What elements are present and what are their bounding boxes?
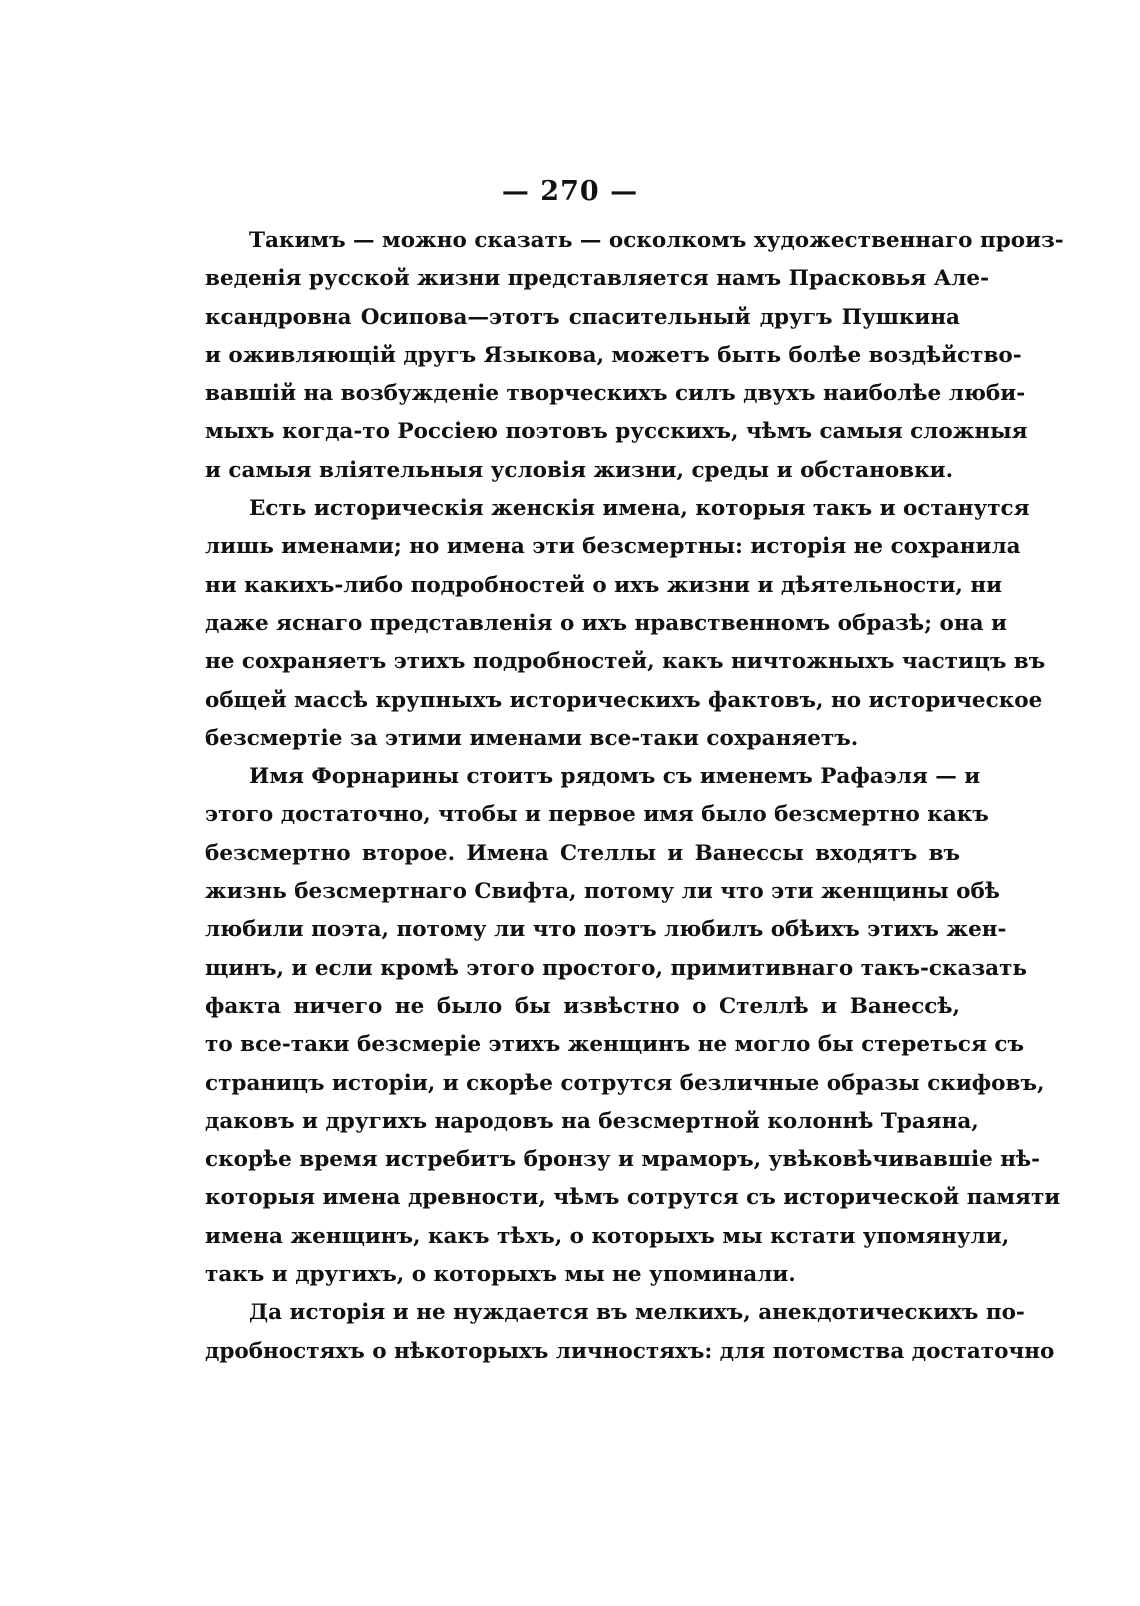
text-line: имена женщинъ, какъ тѣхъ, о которыхъ мы кстати упомянули, [205,1223,1010,1249]
text-line: щинъ, и если кромѣ этого простого, примитивнаго такъ-сказать [205,955,1028,981]
text-line: скорѣе время истребитъ бронзу и мраморъ, увѣковѣчивавшіе нѣ- [205,1147,1041,1173]
text-line: вавшій на возбужденіе творческихъ силъ двухъ наиболѣе люби- [205,381,1026,407]
text-line: даковъ и другихъ народовъ на безсмертной колоннѣ Траяна, [205,1108,979,1134]
body-text [205,222,1064,1371]
page-number: — 270 — [501,176,639,207]
text-line: ни какихъ-либо подробностей о ихъ жизни и дѣятельности, ни [205,572,1003,598]
text-line: Да исторія и не нуждается въ мелкихъ, анекдотическихъ по- [249,1300,1025,1326]
text-line: и самыя вліятельныя условія жизни, среды и обстановки. [205,457,954,483]
text-line: факта ничего не было бы извѣстно о Стеллѣ и Ванессѣ, [205,993,960,1019]
text-line: безсмертно второе. Имена Стеллы и Ванессы входятъ въ [205,840,960,866]
text-line: лишь именами; но имена эти безсмертны: исторія не сохранила [205,534,1021,560]
text-line: то все-таки безсмеріе этихъ женщинъ не могло бы стереться съ [205,1032,1024,1058]
text-line: Такимъ — можно сказать — осколкомъ художественнаго произ- [249,228,1064,253]
text-line: мыхъ когда-то Россіею поэтовъ русскихъ, чѣмъ самыя сложныя [205,419,1028,445]
text-line: страницъ исторіи, и скорѣе сотрутся безличные образы скифовъ, [205,1070,1045,1096]
text-line: безсмертіе за этими именами все-таки сохраняетъ. [205,725,859,751]
text-line: ксандровна Осипова—этотъ спасительный другъ Пушкина [205,304,960,330]
text-line: любили поэта, потому ли что поэтъ любилъ обѣихъ этихъ жен- [205,917,1007,943]
text-line: этого достаточно, чтобы и первое имя было безсмертно какъ [205,802,989,828]
text-line: и оживляющій другъ Языкова, можетъ быть болѣе воздѣйство- [205,342,1022,368]
text-line: которыя имена древности, чѣмъ сотрутся съ исторической памяти [205,1185,1061,1211]
text-line: Имя Форнарины стоитъ рядомъ съ именемъ Рафаэля — и [249,764,981,790]
text-line: дробностяхъ о нѣкоторыхъ личностяхъ: для потомства достаточно [205,1338,1055,1364]
text-line: такъ и другихъ, о которыхъ мы не упоминали. [205,1262,796,1288]
text-line: жизнь безсмертнаго Свифта, потому ли что эти женщины обѣ [205,879,1000,905]
text-line: не сохраняетъ этихъ подробностей, какъ ничтожныхъ частицъ въ [205,649,1046,675]
text-line: даже яснаго представленія о ихъ нравственномъ образѣ; она и [205,610,1007,636]
text-line: веденія русской жизни представляется намъ Прасковья Але- [205,266,990,292]
text-line: общей массѣ крупныхъ историческихъ фактовъ, но историческое [205,687,1043,713]
text-line: Есть историческія женскія имена, которыя такъ и останутся [249,496,1030,522]
